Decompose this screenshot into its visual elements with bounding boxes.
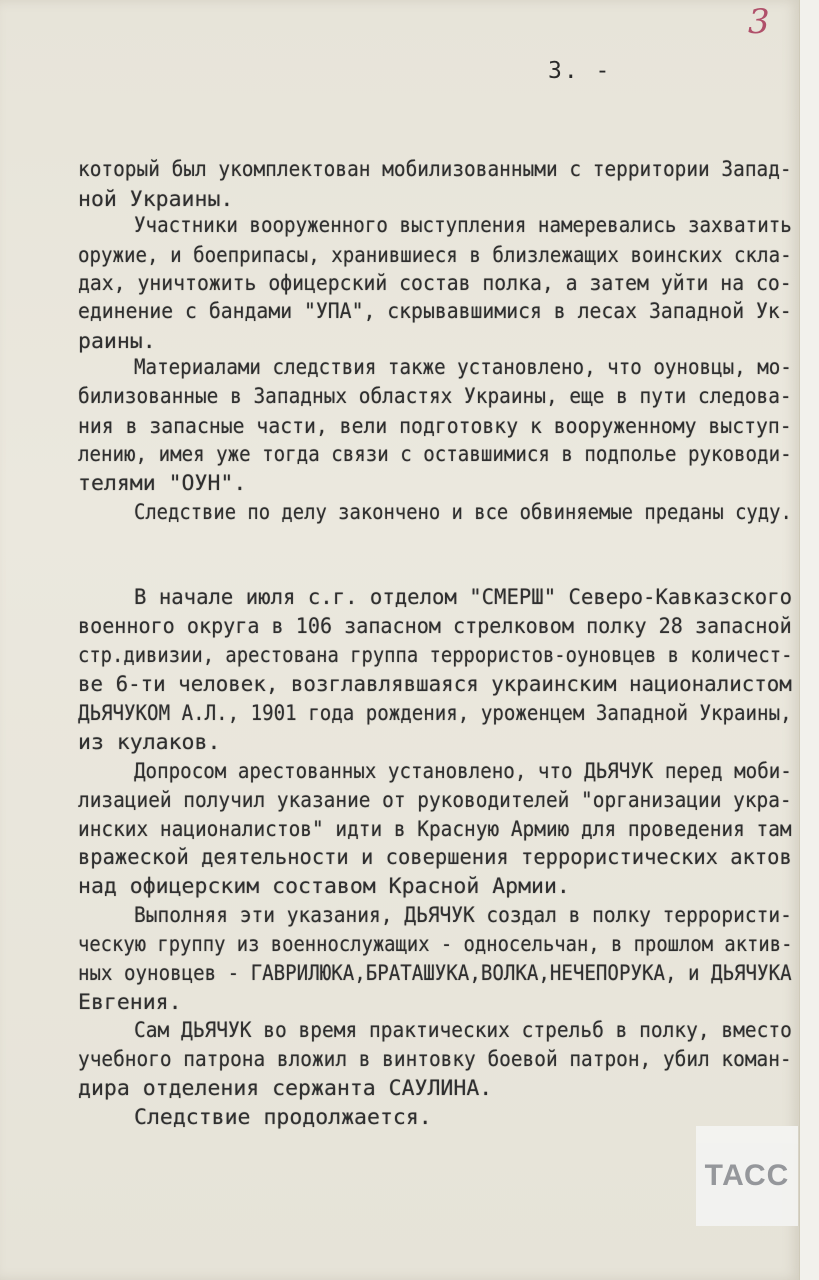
text-line: над офицерским составом Красной Армии. — [78, 874, 570, 899]
text-line: ных оуновцев - ГАВРИЛЮКА,БРАТАШУКА,ВОЛКА,НЕЧЕПОРУКА, и ДЬЯЧУКА — [78, 961, 792, 986]
text-line: инских националистов" идти в Красную Армию для проведения там — [78, 817, 792, 842]
tass-watermark — [696, 1126, 798, 1226]
text-line: дах, уничтожить офицерский состав полка, а затем уйти на со- — [78, 271, 792, 296]
page-number: 3. - — [548, 58, 612, 84]
text-line: Допросом арестованных установлено, что ДЬЯЧУК перед моби- — [134, 759, 792, 784]
text-line: билизованные в Западных областях Украины, еще в пути следова- — [78, 384, 792, 409]
text-line: раины. — [78, 329, 156, 354]
text-line: дира отделения сержанта САУЛИНА. — [78, 1076, 493, 1101]
text-line: Выполняя эти указания, ДЬЯЧУК создал в полку террористи- — [134, 903, 792, 928]
text-line: Следствие по делу закончено и все обвиняемые преданы суду. — [134, 500, 792, 525]
text-line: стр.дивизии, арестована группа террористов-оуновцев в количест- — [78, 643, 793, 668]
text-line: телями "ОУН". — [78, 471, 247, 496]
text-line: оружие, и боеприпасы, хранившиеся в близлежащих воинских скла- — [78, 243, 792, 268]
text-line: Материалами следствия также установлено, что оуновцы, мо- — [134, 355, 792, 380]
text-line: ве 6-ти человек, возглавлявшаяся украинским националистом — [78, 672, 792, 697]
text-line: ной Украины. — [78, 187, 234, 212]
text-line: вражеской деятельности и совершения террористических актов — [78, 845, 792, 870]
text-line: Евгения. — [78, 990, 182, 1015]
text-line: из кулаков. — [78, 730, 221, 755]
text-line: Следствие продолжается. — [134, 1105, 432, 1130]
text-line: Сам ДЬЯЧУК во время практических стрельб в полку, вместо — [134, 1018, 792, 1043]
watermark-logo-text: ТАСС — [704, 1159, 790, 1192]
text-line: лению, имея уже тогда связи с оставшимися в подполье руководи- — [78, 442, 792, 467]
page-edge — [799, 0, 819, 1280]
text-line: Участники вооруженного выступления намеревались захватить — [134, 213, 792, 238]
text-line: ческую группу из военнослужащих - односельчан, в прошлом актив- — [78, 932, 793, 957]
handwritten-page-number: 3 — [748, 2, 770, 42]
text-line: ДЬЯЧУКОМ А.Л., 1901 года рождения, уроженцем Западной Украины, — [78, 701, 792, 726]
text-line: В начале июля с.г. отделом "СМЕРШ" Северо-Кавказского — [134, 585, 793, 610]
text-line: учебного патрона вложил в винтовку боевой патрон, убил коман- — [78, 1047, 792, 1072]
text-line: военного округа в 106 запасном стрелковом полку 28 запасной — [78, 614, 792, 639]
text-line: лизацией получил указание от руководителей "организации укра- — [78, 788, 792, 813]
text-line: ния в запасные части, вели подготовку к вооруженному выступ- — [78, 414, 792, 439]
text-line: единение с бандами "УПА", скрывавшимися в лесах Западной Ук- — [78, 299, 792, 324]
text-line: который был укомплектован мобилизованными с территории Запад- — [78, 157, 792, 182]
